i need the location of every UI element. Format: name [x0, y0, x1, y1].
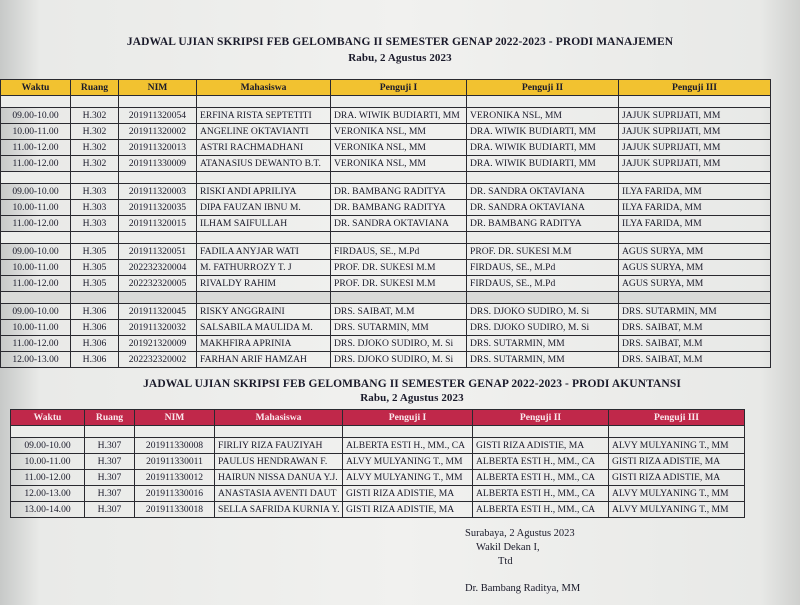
cell-nim: 201911320035 — [119, 200, 197, 216]
cell-nim: 201911330008 — [135, 438, 215, 454]
spacer-cell — [197, 96, 331, 108]
table-row — [1, 216, 771, 232]
cell-penguji-3: GISTI RIZA ADISTIE, MA — [609, 470, 745, 486]
cell-penguji-2: ALBERTA ESTI H., MM., CA — [473, 470, 609, 486]
cell-waktu: 12.00-13.00 — [1, 352, 71, 368]
akuntansi-schedule-table — [10, 409, 745, 518]
cell-waktu: 11.00-12.00 — [1, 216, 71, 232]
header-mahasiswa: Mahasiswa — [215, 410, 343, 426]
spacer-cell — [119, 232, 197, 244]
spacer-row — [1, 172, 771, 184]
spacer-cell — [467, 232, 619, 244]
cell-nim: 201911330011 — [135, 454, 215, 470]
cell-nim: 201911320003 — [119, 184, 197, 200]
cell-ruang: H.302 — [71, 156, 119, 172]
cell-waktu: 13.00-14.00 — [11, 502, 85, 518]
cell-waktu: 09.00-10.00 — [1, 108, 71, 124]
cell-ruang: H.307 — [85, 454, 135, 470]
spacer-cell — [619, 292, 771, 304]
cell-mahasiswa: ANASTASIA AVENTI DAUT — [215, 486, 343, 502]
manajemen-schedule-table — [0, 79, 771, 368]
signature-name: Dr. Bambang Raditya, MM — [465, 583, 581, 594]
cell-penguji-2: DRA. WIWIK BUDIARTI, MM — [467, 124, 619, 140]
spacer-cell — [619, 232, 771, 244]
spacer-cell — [119, 292, 197, 304]
spacer-cell — [1, 172, 71, 184]
table-row — [1, 244, 771, 260]
table-row — [11, 502, 745, 518]
cell-penguji-2: DRS. SUTARMIN, MM — [467, 352, 619, 368]
header-penguji-3: Penguji III — [619, 80, 771, 96]
akuntansi-date: Rabu, 2 Agustus 2023 — [360, 392, 464, 404]
cell-mahasiswa: ASTRI RACHMADHANI — [197, 140, 331, 156]
cell-mahasiswa: HAIRUN NISSA DANUA Y.J. — [215, 470, 343, 486]
cell-penguji-2: DR. SANDRA OKTAVIANA — [467, 184, 619, 200]
cell-mahasiswa: ILHAM SAIFULLAH — [197, 216, 331, 232]
cell-waktu: 09.00-10.00 — [1, 244, 71, 260]
cell-penguji-3: DRS. SAIBAT, M.M — [619, 320, 771, 336]
table-row — [1, 200, 771, 216]
cell-nim: 201921320009 — [119, 336, 197, 352]
table-row — [1, 140, 771, 156]
spacer-cell — [1, 232, 71, 244]
table-row — [1, 276, 771, 292]
spacer-cell — [619, 96, 771, 108]
cell-mahasiswa: ATANASIUS DEWANTO B.T. — [197, 156, 331, 172]
cell-penguji-2: FIRDAUS, SE., M.Pd — [467, 276, 619, 292]
spacer-cell — [467, 96, 619, 108]
header-penguji-3: Penguji III — [609, 410, 745, 426]
cell-penguji-2: DR. BAMBANG RADITYA — [467, 216, 619, 232]
cell-mahasiswa: PAULUS HENDRAWAN F. — [215, 454, 343, 470]
cell-penguji-1: DRS. SUTARMIN, MM — [331, 320, 467, 336]
cell-penguji-1: ALVY MULYANING T., MM — [343, 470, 473, 486]
cell-mahasiswa: SALSABILA MAULIDA M. — [197, 320, 331, 336]
table-row — [11, 438, 745, 454]
cell-penguji-1: ALBERTA ESTI H., MM., CA — [343, 438, 473, 454]
spacer-cell — [135, 426, 215, 438]
cell-ruang: H.303 — [71, 216, 119, 232]
cell-penguji-1: DRS. SAIBAT, M.M — [331, 304, 467, 320]
header-penguji-1: Penguji I — [343, 410, 473, 426]
spacer-cell — [71, 96, 119, 108]
cell-penguji-1: DR. SANDRA OKTAVIANA — [331, 216, 467, 232]
table-row — [1, 108, 771, 124]
cell-ruang: H.303 — [71, 200, 119, 216]
cell-ruang: H.302 — [71, 108, 119, 124]
signature-ttd: Ttd — [498, 556, 513, 567]
cell-ruang: H.307 — [85, 438, 135, 454]
header-ruang: Ruang — [71, 80, 119, 96]
header-ruang: Ruang — [85, 410, 135, 426]
cell-penguji-3: AGUS SURYA, MM — [619, 276, 771, 292]
spacer-cell — [1, 292, 71, 304]
cell-mahasiswa: ERFINA RISTA SEPTETITI — [197, 108, 331, 124]
spacer-cell — [473, 426, 609, 438]
cell-nim: 201911330016 — [135, 486, 215, 502]
cell-penguji-3: JAJUK SUPRIJATI, MM — [619, 156, 771, 172]
cell-penguji-2: DRA. WIWIK BUDIARTI, MM — [467, 156, 619, 172]
spacer-cell — [467, 172, 619, 184]
header-penguji-1: Penguji I — [331, 80, 467, 96]
cell-waktu: 11.00-12.00 — [1, 140, 71, 156]
cell-mahasiswa: RISKY ANGGRAINI — [197, 304, 331, 320]
table-row — [1, 352, 771, 368]
cell-mahasiswa: RIVALDY RAHIM — [197, 276, 331, 292]
cell-penguji-2: DRS. SUTARMIN, MM — [467, 336, 619, 352]
cell-penguji-3: JAJUK SUPRIJATI, MM — [619, 140, 771, 156]
cell-penguji-1: PROF. DR. SUKESI M.M — [331, 260, 467, 276]
header-mahasiswa: Mahasiswa — [197, 80, 331, 96]
spacer-cell — [331, 232, 467, 244]
cell-ruang: H.306 — [71, 304, 119, 320]
table-row — [1, 156, 771, 172]
cell-penguji-2: DR. SANDRA OKTAVIANA — [467, 200, 619, 216]
header-penguji-2: Penguji II — [473, 410, 609, 426]
cell-waktu: 11.00-12.00 — [1, 276, 71, 292]
cell-waktu: 10.00-11.00 — [1, 320, 71, 336]
cell-penguji-1: DR. BAMBANG RADITYA — [331, 184, 467, 200]
header-row — [1, 80, 771, 96]
cell-nim: 202232320005 — [119, 276, 197, 292]
cell-mahasiswa: FIRLIY RIZA FAUZIYAH — [215, 438, 343, 454]
cell-penguji-3: ALVY MULYANING T., MM — [609, 486, 745, 502]
header-waktu: Waktu — [1, 80, 71, 96]
cell-mahasiswa: RISKI ANDI APRILIYA — [197, 184, 331, 200]
spacer-cell — [197, 232, 331, 244]
spacer-cell — [197, 172, 331, 184]
cell-nim: 201911330012 — [135, 470, 215, 486]
cell-nim: 201911330009 — [119, 156, 197, 172]
spacer-cell — [331, 292, 467, 304]
cell-penguji-3: AGUS SURYA, MM — [619, 244, 771, 260]
cell-ruang: H.303 — [71, 184, 119, 200]
cell-mahasiswa: FARHAN ARIF HAMZAH — [197, 352, 331, 368]
cell-ruang: H.306 — [71, 352, 119, 368]
cell-ruang: H.306 — [71, 320, 119, 336]
cell-penguji-3: AGUS SURYA, MM — [619, 260, 771, 276]
spacer-cell — [215, 426, 343, 438]
cell-waktu: 09.00-10.00 — [1, 184, 71, 200]
spacer-cell — [343, 426, 473, 438]
table-row — [1, 304, 771, 320]
manajemen-date: Rabu, 2 Agustus 2023 — [348, 52, 452, 64]
cell-ruang: H.305 — [71, 276, 119, 292]
spacer-cell — [71, 232, 119, 244]
cell-waktu: 10.00-11.00 — [1, 124, 71, 140]
signature-place-date: Surabaya, 2 Agustus 2023 — [465, 528, 575, 539]
cell-ruang: H.306 — [71, 336, 119, 352]
cell-penguji-1: DRS. DJOKO SUDIRO, M. Si — [331, 336, 467, 352]
cell-penguji-2: DRS. DJOKO SUDIRO, M. Si — [467, 304, 619, 320]
cell-ruang: H.307 — [85, 470, 135, 486]
header-nim: NIM — [119, 80, 197, 96]
cell-waktu: 11.00-12.00 — [1, 156, 71, 172]
header-waktu: Waktu — [11, 410, 85, 426]
cell-penguji-1: ALVY MULYANING T., MM — [343, 454, 473, 470]
cell-mahasiswa: SELLA SAFRIDA KURNIA Y. — [215, 502, 343, 518]
cell-penguji-1: GISTI RIZA ADISTIE, MA — [343, 486, 473, 502]
cell-waktu: 10.00-11.00 — [1, 200, 71, 216]
cell-ruang: H.307 — [85, 502, 135, 518]
cell-penguji-2: DRA. WIWIK BUDIARTI, MM — [467, 140, 619, 156]
cell-nim: 201911320015 — [119, 216, 197, 232]
spacer-cell — [119, 96, 197, 108]
cell-waktu: 09.00-10.00 — [1, 304, 71, 320]
cell-ruang: H.305 — [71, 260, 119, 276]
spacer-cell — [119, 172, 197, 184]
cell-waktu: 11.00-12.00 — [1, 336, 71, 352]
cell-penguji-3: DRS. SAIBAT, M.M — [619, 352, 771, 368]
cell-nim: 201911320054 — [119, 108, 197, 124]
cell-ruang: H.305 — [71, 244, 119, 260]
cell-penguji-1: DRS. DJOKO SUDIRO, M. Si — [331, 352, 467, 368]
cell-mahasiswa: MAKHFIRA APRINIA — [197, 336, 331, 352]
table-row — [11, 454, 745, 470]
cell-penguji-2: GISTI RIZA ADISTIE, MA — [473, 438, 609, 454]
manajemen-title: JADWAL UJIAN SKRIPSI FEB GELOMBANG II SEMESTER GENAP 2022-2023 - PRODI MANAJEMEN — [126, 36, 674, 48]
cell-penguji-1: VERONIKA NSL, MM — [331, 156, 467, 172]
cell-waktu: 09.00-10.00 — [11, 438, 85, 454]
cell-mahasiswa: FADILA ANYJAR WATI — [197, 244, 331, 260]
header-nim: NIM — [135, 410, 215, 426]
spacer-cell — [331, 96, 467, 108]
cell-penguji-2: FIRDAUS, SE., M.Pd — [467, 260, 619, 276]
cell-ruang: H.307 — [85, 486, 135, 502]
spacer-cell — [85, 426, 135, 438]
spacer-cell — [11, 426, 85, 438]
spacer-row — [1, 292, 771, 304]
cell-penguji-3: ALVY MULYANING T., MM — [609, 438, 745, 454]
cell-penguji-1: VERONIKA NSL, MM — [331, 140, 467, 156]
spacer-cell — [71, 292, 119, 304]
spacer-row — [11, 426, 745, 438]
cell-penguji-3: DRS. SAIBAT, M.M — [619, 336, 771, 352]
table-row — [1, 124, 771, 140]
cell-penguji-1: FIRDAUS, SE., M.Pd — [331, 244, 467, 260]
table-row — [11, 470, 745, 486]
cell-nim: 201911320045 — [119, 304, 197, 320]
table-row — [1, 184, 771, 200]
cell-penguji-2: ALBERTA ESTI H., MM., CA — [473, 454, 609, 470]
cell-penguji-3: JAJUK SUPRIJATI, MM — [619, 124, 771, 140]
cell-ruang: H.302 — [71, 124, 119, 140]
spacer-cell — [609, 426, 745, 438]
spacer-row — [1, 232, 771, 244]
signature-role: Wakil Dekan I, — [476, 542, 540, 553]
cell-ruang: H.302 — [71, 140, 119, 156]
spacer-cell — [467, 292, 619, 304]
cell-penguji-1: VERONIKA NSL, MM — [331, 124, 467, 140]
cell-nim: 202232320002 — [119, 352, 197, 368]
cell-penguji-2: VERONIKA NSL, MM — [467, 108, 619, 124]
table-row — [1, 260, 771, 276]
cell-waktu: 11.00-12.00 — [11, 470, 85, 486]
spacer-cell — [197, 292, 331, 304]
cell-nim: 201911320013 — [119, 140, 197, 156]
cell-waktu: 10.00-11.00 — [1, 260, 71, 276]
table-row — [11, 486, 745, 502]
cell-nim: 201911320032 — [119, 320, 197, 336]
spacer-cell — [71, 172, 119, 184]
akuntansi-title: JADWAL UJIAN SKRIPSI FEB GELOMBANG II SEMESTER GENAP 2022-2023 - PRODI AKUNTANSI — [143, 378, 681, 390]
cell-nim: 201911320002 — [119, 124, 197, 140]
cell-penguji-3: ILYA FARIDA, MM — [619, 200, 771, 216]
cell-penguji-1: DR. BAMBANG RADITYA — [331, 200, 467, 216]
spacer-cell — [1, 96, 71, 108]
cell-mahasiswa: ANGELINE OKTAVIANTI — [197, 124, 331, 140]
cell-nim: 201911330018 — [135, 502, 215, 518]
cell-penguji-2: ALBERTA ESTI H., MM., CA — [473, 502, 609, 518]
cell-penguji-3: ILYA FARIDA, MM — [619, 184, 771, 200]
cell-penguji-3: ILYA FARIDA, MM — [619, 216, 771, 232]
spacer-cell — [331, 172, 467, 184]
spacer-cell — [619, 172, 771, 184]
cell-penguji-1: GISTI RIZA ADISTIE, MA — [343, 502, 473, 518]
cell-nim: 202232320004 — [119, 260, 197, 276]
cell-penguji-2: ALBERTA ESTI H., MM., CA — [473, 486, 609, 502]
cell-waktu: 10.00-11.00 — [11, 454, 85, 470]
cell-penguji-2: DRS. DJOKO SUDIRO, M. Si — [467, 320, 619, 336]
table-row — [1, 320, 771, 336]
cell-mahasiswa: M. FATHURROZY T. J — [197, 260, 331, 276]
cell-penguji-1: DRA. WIWIK BUDIARTI, MM — [331, 108, 467, 124]
cell-penguji-3: DRS. SUTARMIN, MM — [619, 304, 771, 320]
cell-penguji-3: JAJUK SUPRIJATI, MM — [619, 108, 771, 124]
cell-waktu: 12.00-13.00 — [11, 486, 85, 502]
header-penguji-2: Penguji II — [467, 80, 619, 96]
spacer-row — [1, 96, 771, 108]
cell-penguji-1: PROF. DR. SUKESI M.M — [331, 276, 467, 292]
cell-mahasiswa: DIPA FAUZAN IBNU M. — [197, 200, 331, 216]
table-row — [1, 336, 771, 352]
cell-penguji-2: PROF. DR. SUKESI M.M — [467, 244, 619, 260]
cell-penguji-3: GISTI RIZA ADISTIE, MA — [609, 454, 745, 470]
cell-penguji-3: ALVY MULYANING T., MM — [609, 502, 745, 518]
header-row — [11, 410, 745, 426]
cell-nim: 201911320051 — [119, 244, 197, 260]
